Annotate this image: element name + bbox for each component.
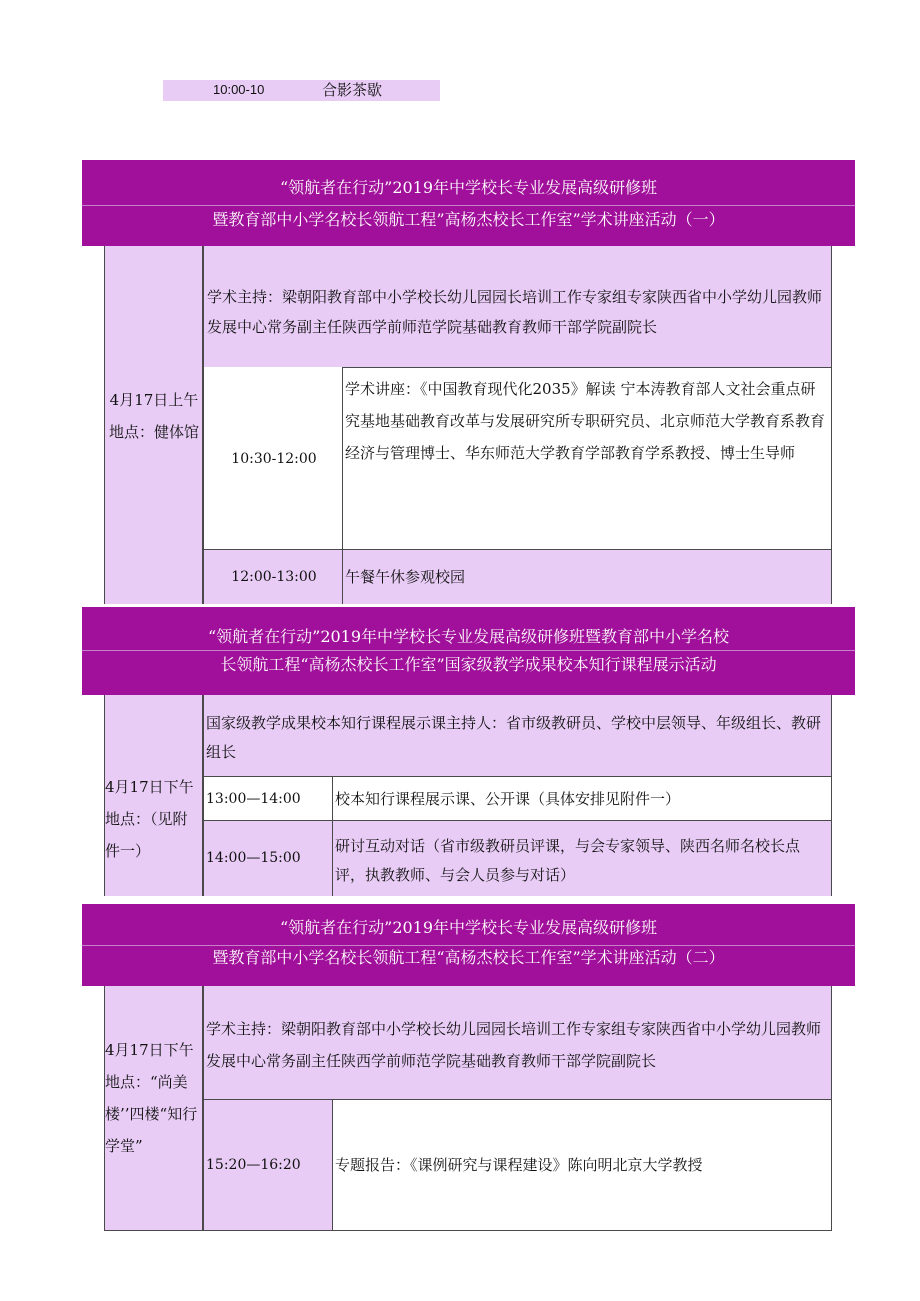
section2-header-line1: “领航者在行动”2019年中学校长专业发展高级研修班暨教育部中小学名校 bbox=[82, 623, 855, 651]
section1-row1-time-cell bbox=[203, 367, 343, 550]
section3-row1-time: 15:20—16:20 bbox=[206, 1157, 301, 1173]
section3-left-cell bbox=[104, 986, 203, 1231]
section1-header-line2: 暨教育部中小学名校长领航工程”高杨杰校长工作室”学术讲座活动（一） bbox=[212, 210, 725, 229]
section2-date-location: 4月17日下午地点：（见附件一） bbox=[105, 778, 194, 860]
section3-header bbox=[82, 904, 855, 986]
section2-row1-content-cell bbox=[332, 776, 832, 821]
section2-row2-content: 研讨互动对话（省市级教研员评课，与会专家领导、陕西名师名校长点评，执教教师、与会人员参与对话） bbox=[335, 837, 801, 884]
section1-row2-content: 午餐午休参观校园 bbox=[345, 568, 466, 586]
section2-row2-time: 14:00—15:00 bbox=[206, 850, 301, 866]
top-row-activity: 合影茶歇 bbox=[269, 80, 440, 101]
section2-row1-time: 13:00—14:00 bbox=[206, 791, 301, 807]
section3-date-location: 4月17日下午地点：“尚美楼’’四楼“知行学堂” bbox=[105, 1041, 198, 1155]
section2-row2-content-cell bbox=[332, 820, 832, 896]
section1-host: 学术主持：梁朝阳教育部中小学校长幼儿园园长培训工作专家组专家陕西省中小学幼儿园教师发展中心常务副主任陕西学前师范学院基础教育教师干部学院副院长 bbox=[207, 288, 823, 336]
section1-header bbox=[82, 160, 855, 246]
section3-header-line1: “领航者在行动”2019年中学校长专业发展高级研修班 bbox=[82, 914, 855, 946]
section3-row1-content: 专题报告：《课例研究与课程建设》陈向明北京大学教授 bbox=[335, 1156, 703, 1174]
section1-row1-time: 10:30-12:00 bbox=[231, 451, 317, 467]
section2-host-cell bbox=[203, 695, 832, 777]
section1-header-line1: “领航者在行动”2019年中学校长专业发展高级研修班 bbox=[82, 174, 855, 206]
section2-left-cell bbox=[104, 695, 203, 896]
section2-header-line2: 长领航工程“高杨杰校长工作室”国家级教学成果校本知行课程展示活动 bbox=[220, 655, 717, 674]
section3-row1-content-cell bbox=[332, 1099, 832, 1231]
section3-header-line2: 暨教育部中小学名校长领航工程“高杨杰校长工作室”学术讲座活动（二） bbox=[212, 948, 725, 967]
section1-row1-content-cell bbox=[342, 367, 832, 550]
section1-host-cell bbox=[203, 246, 832, 368]
section1-row2-time: 12:00-13:00 bbox=[231, 569, 317, 585]
top-row bbox=[163, 80, 440, 101]
section1-row1-content: 学术讲座：《中国教育现代化2035》解读 宁本涛教育部人文社会重点研究基地基础教育改革与发展研究所专职研究员、北京师范大学教育系教育经济与管理博士、华东师范大学教育学部教育学系教授、博士生导师 bbox=[345, 380, 826, 462]
top-row-time: 10:00-10 bbox=[213, 82, 265, 97]
section3-host-cell bbox=[203, 986, 832, 1100]
section1-left-cell bbox=[104, 246, 203, 604]
section1-date-location: 4月17日上午地点：健体馆 bbox=[109, 391, 200, 441]
section2-host: 国家级教学成果校本知行课程展示课主持人：省市级教研员、学校中层领导、年级组长、教研组长 bbox=[206, 714, 822, 761]
section2-row1-content: 校本知行课程展示课、公开课（具体安排见附件一） bbox=[335, 790, 681, 808]
section3-host: 学术主持：梁朝阳教育部中小学校长幼儿园园长培训工作专家组专家陕西省中小学幼儿园教师发展中心常务副主任陕西学前师范学院基础教育教师干部学院副院长 bbox=[206, 1020, 822, 1070]
section1-row2-content-cell bbox=[342, 549, 832, 604]
section3-row1-time-cell bbox=[203, 1099, 333, 1231]
section2-header bbox=[82, 607, 855, 695]
section1-row2-time-cell bbox=[203, 549, 343, 604]
section2-row1-time-cell bbox=[203, 776, 333, 821]
section2-row2-time-cell bbox=[203, 820, 333, 896]
